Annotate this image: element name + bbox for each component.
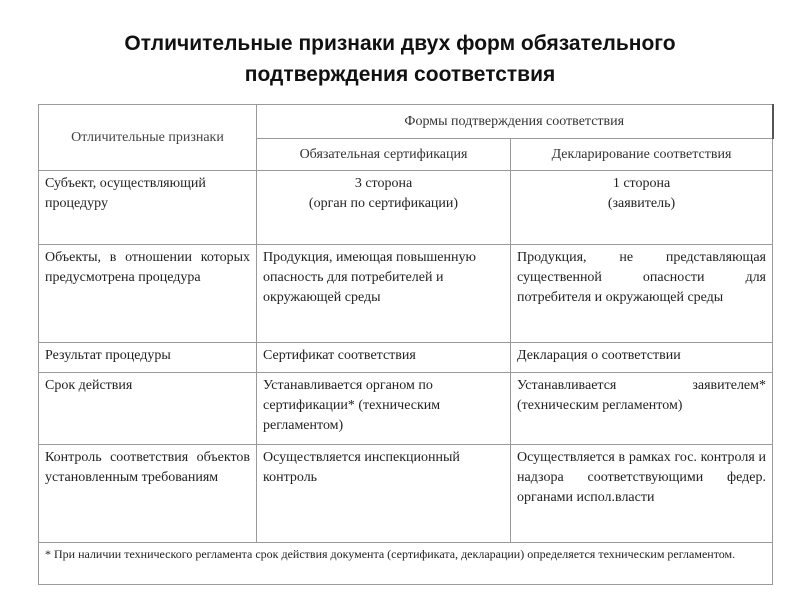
row-4-feature: Срок действия xyxy=(45,378,133,393)
row-1-decl-line-2: (заявитель) xyxy=(607,196,676,211)
certification-cell xyxy=(257,373,511,445)
footnote-row xyxy=(39,543,773,585)
row-1-feature: Субъект, осуществляющий процедуру xyxy=(45,176,206,211)
table-row xyxy=(39,445,773,543)
row-1-cert-line-2: (орган по сертификации) xyxy=(308,196,459,211)
row-5-cert: Осуществляется инспекционный контроль xyxy=(263,450,460,485)
declaration-cell xyxy=(511,343,773,373)
table-row xyxy=(39,373,773,445)
declaration-cell xyxy=(511,245,773,343)
title-line-2: подтверждения соответствия xyxy=(244,63,556,86)
row-3-decl: Декларация о соответствии xyxy=(517,348,681,363)
feature-cell xyxy=(39,245,257,343)
header-certification: Обязательная сертификация xyxy=(299,146,468,162)
row-1-decl-line-1: 1 сторона xyxy=(612,176,671,191)
row-2-feature: Объекты, в отношении которых предусмотрена процедура xyxy=(45,250,250,285)
table-row xyxy=(39,171,773,245)
declaration-cell xyxy=(511,445,773,543)
comparison-table xyxy=(38,104,774,585)
row-3-cert: Сертификат соответствия xyxy=(263,348,416,363)
page-title xyxy=(0,28,800,90)
declaration-cell xyxy=(511,171,773,245)
declaration-cell xyxy=(511,373,773,445)
table-header-row-1 xyxy=(39,105,773,139)
certification-cell xyxy=(257,171,511,245)
feature-cell xyxy=(39,171,257,245)
table-row xyxy=(39,343,773,373)
footnote-cell xyxy=(39,543,773,585)
header-feature: Отличительные признаки xyxy=(71,129,224,145)
header-declaration-cell xyxy=(511,139,773,171)
header-forms: Формы подтверждения соответствия xyxy=(404,113,625,129)
row-5-decl: Осуществляется в рамках гос. контроля и надзора соответствующими федер. органами испол.власти xyxy=(517,450,766,505)
feature-cell xyxy=(39,445,257,543)
title-line-1: Отличительные признаки двух форм обязательного xyxy=(124,32,676,55)
feature-cell xyxy=(39,343,257,373)
row-2-cert: Продукция, имеющая повышенную опасность для потребителей и окружающей среды xyxy=(263,250,476,305)
header-certification-cell xyxy=(257,139,511,171)
footnote: * При наличии технического регламента срок действия документа (сертификата, декларации) определяется техническим регламентом. xyxy=(45,547,736,561)
header-declaration: Декларирование соответствия xyxy=(551,146,732,162)
header-forms-cell xyxy=(257,105,773,139)
row-4-cert: Устанавливается органом по сертификации* (техническим регламентом) xyxy=(263,378,441,433)
feature-cell xyxy=(39,373,257,445)
certification-cell xyxy=(257,445,511,543)
header-feature-cell xyxy=(39,105,257,171)
row-5-feature: Контроль соответствия объектов установленным требованиям xyxy=(45,450,250,485)
table-row xyxy=(39,245,773,343)
certification-cell xyxy=(257,343,511,373)
certification-cell xyxy=(257,245,511,343)
row-3-feature: Результат процедуры xyxy=(45,348,171,363)
row-2-decl: Продукция, не представляющая существенной опасности для потребителя и окружающей среды xyxy=(517,250,766,305)
row-1-cert-line-1: 3 сторона xyxy=(354,176,413,191)
row-4-decl: Устанавливается заявителем* (техническим регламентом) xyxy=(517,378,766,413)
